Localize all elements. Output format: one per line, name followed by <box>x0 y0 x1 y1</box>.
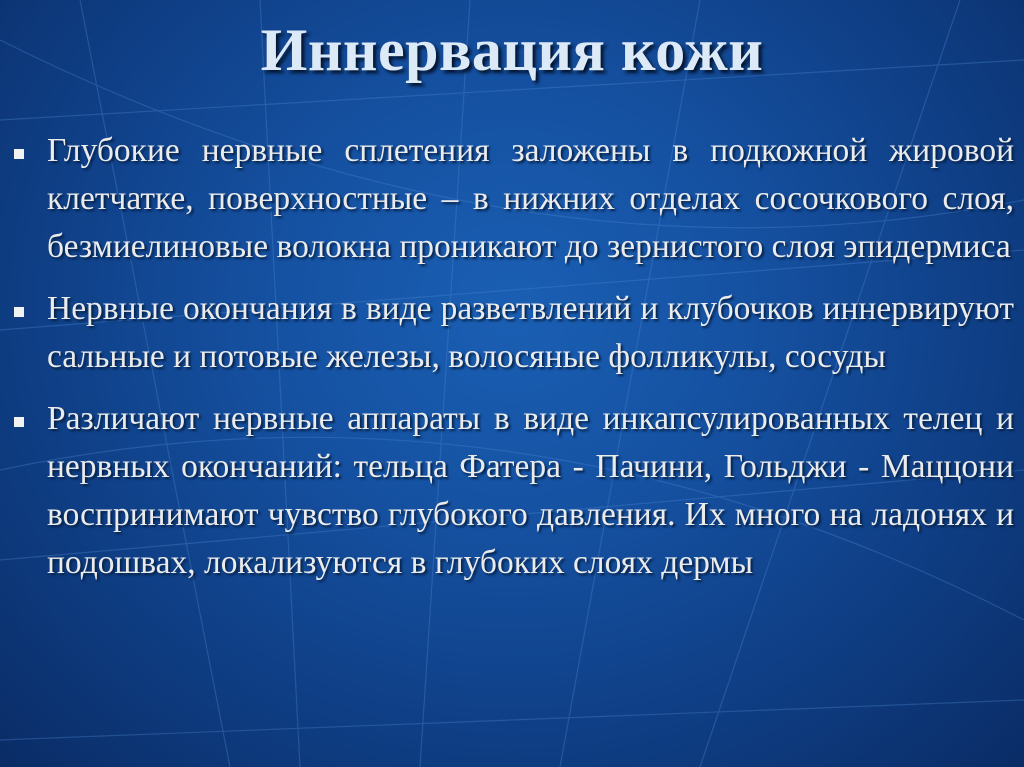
square-bullet-icon <box>14 417 24 427</box>
bullet-text: Различают нервные аппараты в виде инкапсулированных телец и нервных окончаний: тельца Фатера - Пачини, Гольджи - Маццони воспринимают чувство глубокого давления. Их много на ладонях и подошвах, локализуются в глубоких слоях дермы <box>47 400 1014 581</box>
square-bullet-icon <box>14 307 24 317</box>
bullet-item <box>14 285 1014 381</box>
square-bullet-icon <box>14 149 24 159</box>
bullet-item <box>14 395 1014 587</box>
bullet-item <box>14 127 1014 271</box>
bullet-text: Глубокие нервные сплетения заложены в подкожной жировой клетчатке, поверхностные – в нижних отделах сосочкового слоя, безмиелиновые волокна проникают до зернистого слоя эпидермиса <box>47 132 1014 265</box>
bullet-text: Нервные окончания в виде разветвлений и клубочков иннервируют сальные и потовые железы, волосяные фолликулы, сосуды <box>47 290 1014 375</box>
slide-title: Иннервация кожи <box>260 17 764 83</box>
bullet-list <box>14 127 1014 601</box>
